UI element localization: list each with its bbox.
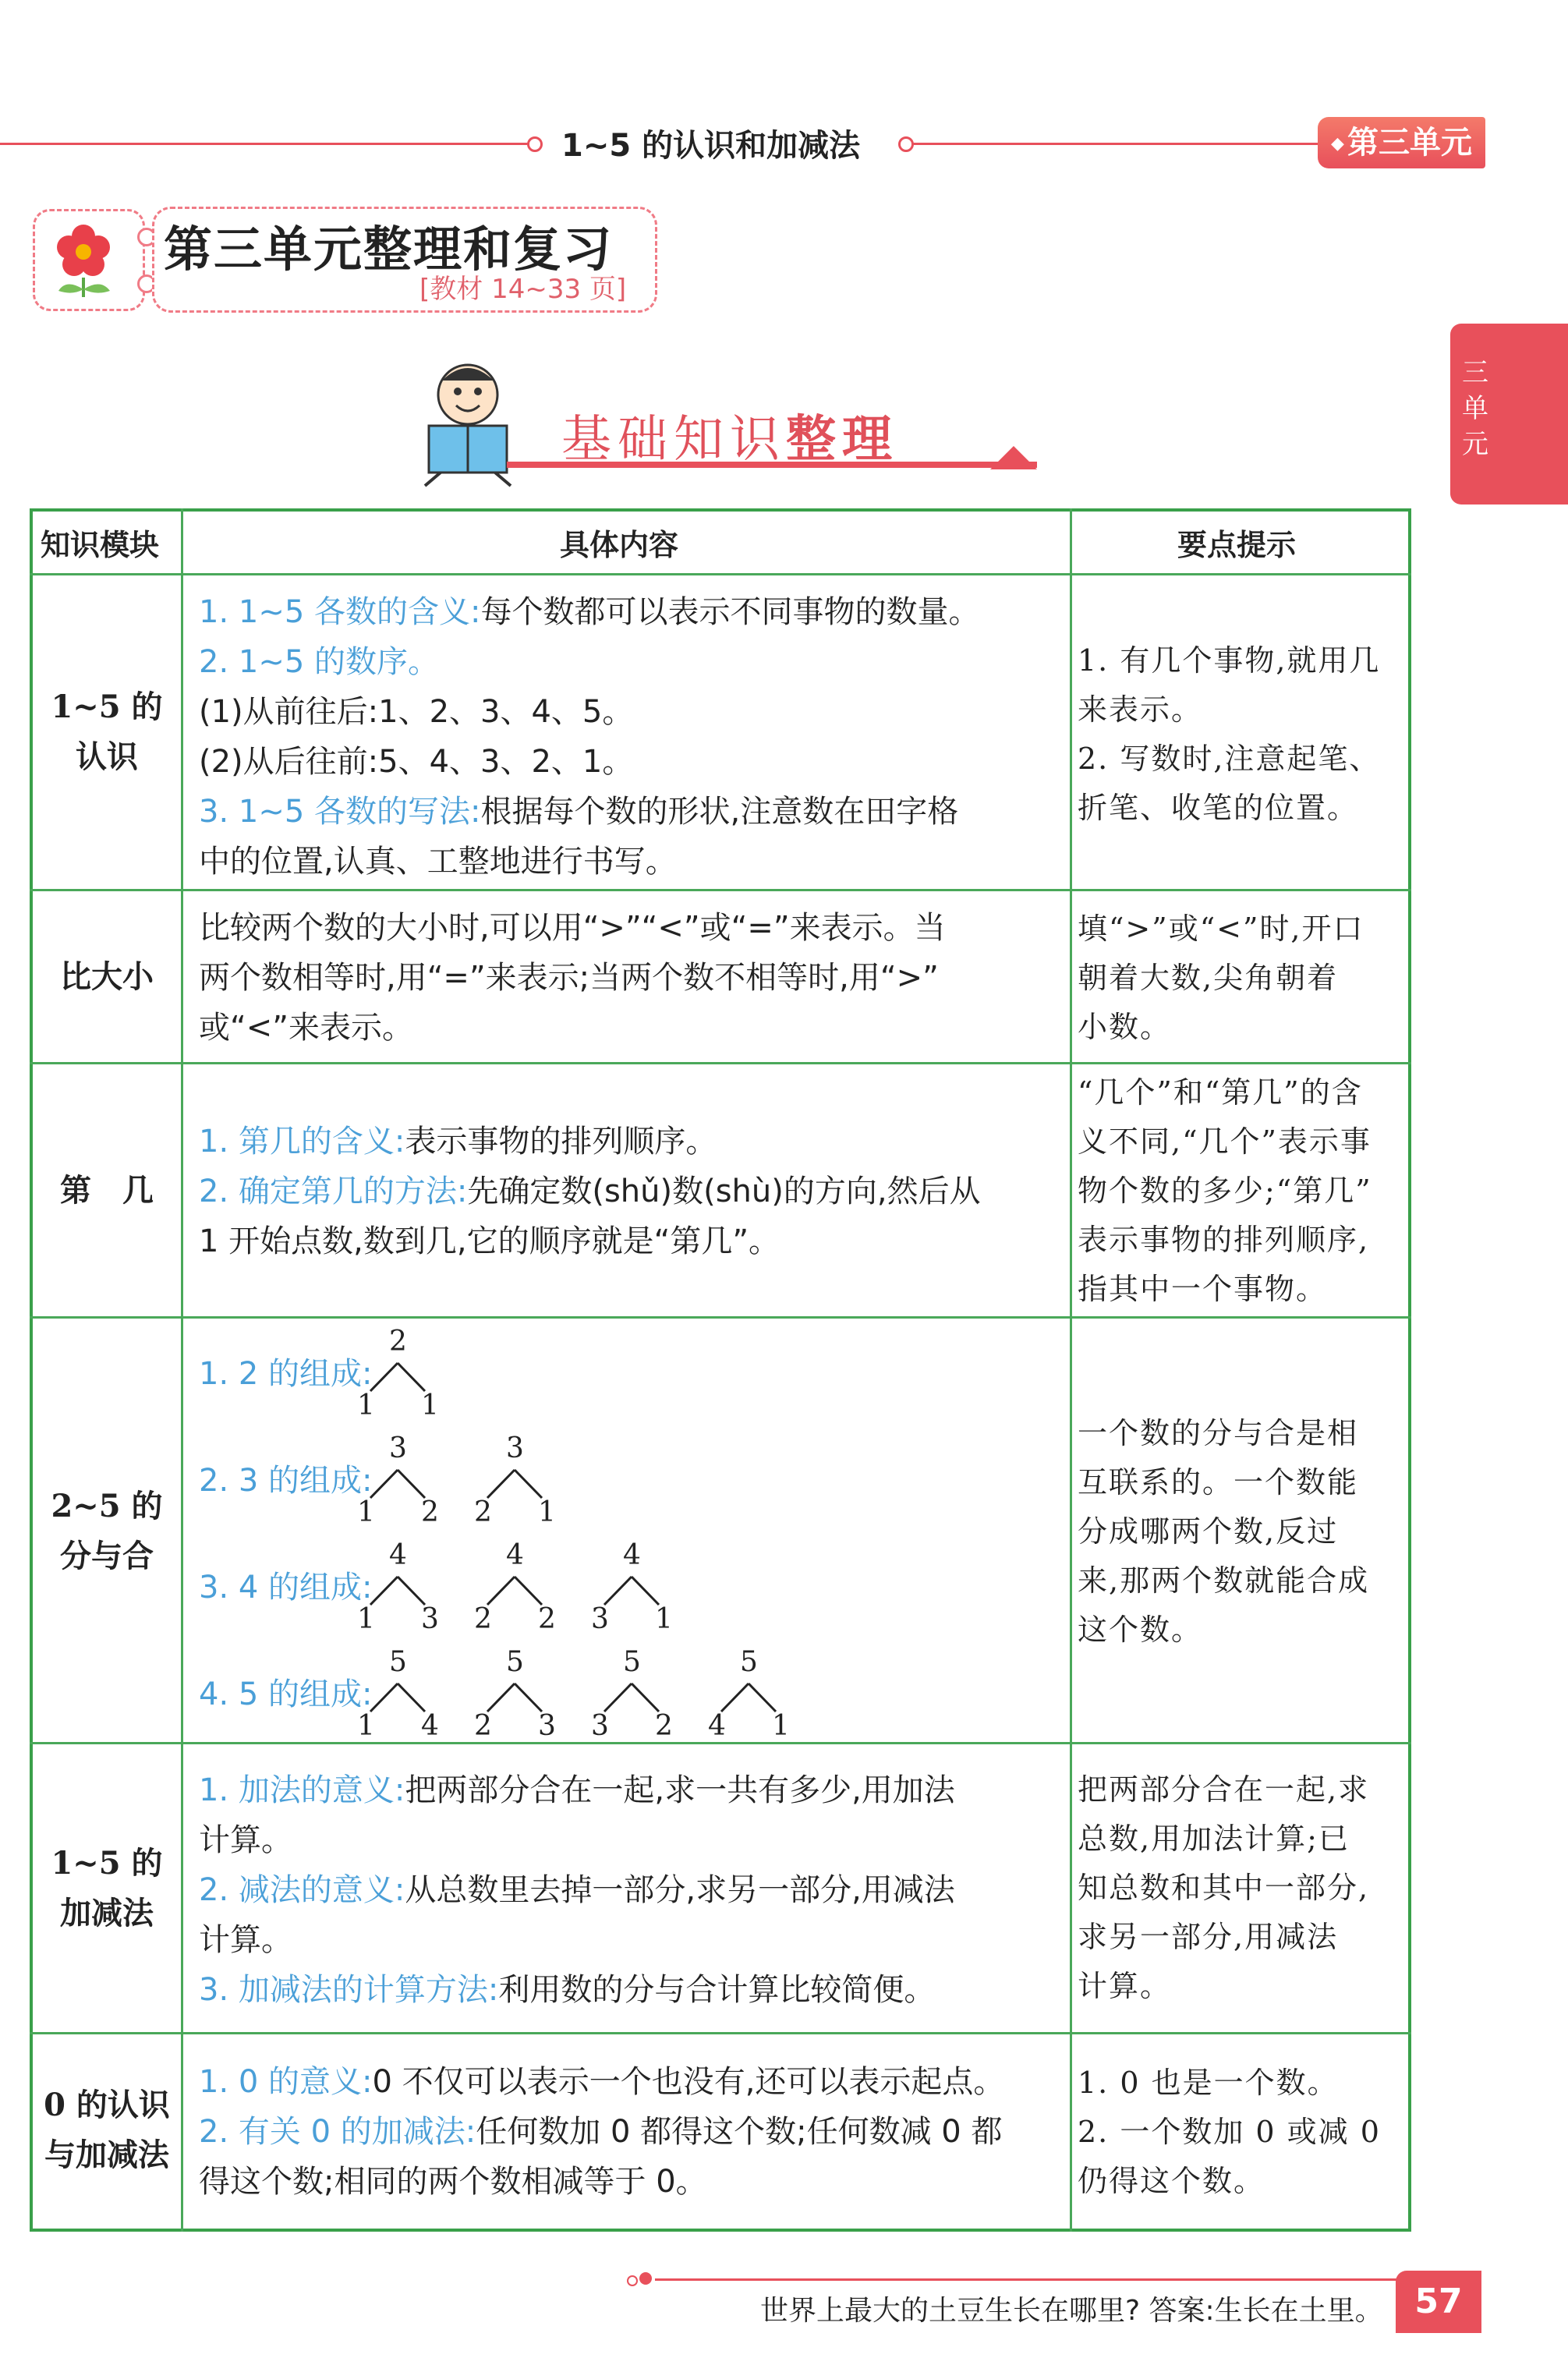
content-line: [199, 590, 979, 634]
module-cell: [33, 1482, 181, 1581]
content-key: 2. 1~5 的数序。: [199, 644, 440, 680]
decomp-total: 2: [389, 1326, 407, 1358]
tip-cell: [1078, 1068, 1403, 1314]
banner-part1: 基础知识: [561, 411, 786, 469]
decomp-label: 1. 2 的组成:: [199, 1356, 373, 1392]
section-title: 第三单元整理和复习: [164, 221, 614, 278]
decomp-total: 4: [623, 1539, 641, 1571]
decomp-part: 3: [591, 1603, 609, 1635]
content-line: [199, 2110, 1002, 2154]
chapter-title: 1~5 的认识和加减法: [561, 128, 861, 164]
tip-line: 这个数。: [1078, 1613, 1203, 1647]
decomp-part: 3: [421, 1603, 439, 1635]
decomp-part: 3: [591, 1710, 609, 1742]
content-key: 3. 加减法的计算方法:: [199, 1972, 499, 2008]
decomp-part: 1: [655, 1603, 673, 1635]
tip-line: 折笔、收笔的位置。: [1078, 791, 1359, 825]
tip-line: 求另一部分,用减法: [1078, 1920, 1339, 1954]
content-text: 把两部分合在一起,求一共有多少,用加法: [405, 1772, 955, 1808]
decomp-part: 1: [357, 1496, 375, 1528]
header-dot-right: [898, 136, 914, 152]
module-line: 加减法: [60, 1895, 154, 1931]
content-line: [199, 1868, 955, 1912]
decomp-part: 2: [421, 1496, 439, 1528]
tip-line: 计算。: [1078, 1969, 1172, 2003]
module-line: 比大小: [60, 958, 154, 995]
decomp-total: 5: [623, 1646, 641, 1678]
footer-dot: [627, 2275, 638, 2286]
tip-cell: [1078, 1409, 1403, 1655]
table-divider: [30, 1742, 1411, 1744]
section-subtitle: [教材 14~33 页]: [419, 274, 627, 305]
content-line: [199, 1220, 780, 1263]
content-key: 1. 1~5 各数的含义:: [199, 594, 481, 630]
content-text: (1)从前往后:1、2、3、4、5。: [199, 694, 634, 730]
content-text: 从总数里去掉一部分,求另一部分,用减法: [405, 1872, 955, 1908]
side-unit-label: [1460, 355, 1491, 462]
content-key: 1. 第几的含义:: [199, 1124, 405, 1159]
tip-line: 互联系的。一个数能: [1078, 1465, 1359, 1499]
module-line: 2~5 的: [51, 1488, 163, 1524]
tip-line: 1. 有几个事物,就用几: [1078, 643, 1381, 678]
tip-line: 小数。: [1078, 1010, 1172, 1044]
content-text: (2)从后往前:5、4、3、2、1。: [199, 744, 634, 780]
page-number: 57: [1396, 2271, 1481, 2333]
tip-line: 2. 一个数加 0 或减 0: [1078, 2115, 1381, 2149]
tip-line: 把两部分合在一起,求: [1078, 1772, 1370, 1807]
banner-arrow-icon: [990, 441, 1045, 473]
module-cell: [33, 1839, 181, 1938]
decomp-label: 4. 5 的组成:: [199, 1676, 373, 1712]
module-line: 1~5 的: [51, 689, 163, 725]
module-cell: [33, 1166, 181, 1216]
table-divider: [30, 573, 1411, 575]
tip-line: 表示事物的排列顺序,: [1078, 1223, 1370, 1257]
module-line: 第 几: [60, 1172, 154, 1209]
content-line: [199, 840, 677, 883]
content-text: 根据每个数的形状,注意数在田字格: [480, 794, 959, 830]
header-content: 具体内容: [560, 528, 679, 562]
content-line: [199, 640, 439, 684]
tip-line: 来表示。: [1078, 692, 1203, 727]
content-key: 1. 0 的意义:: [199, 2064, 373, 2100]
decomp-part: 1: [772, 1710, 790, 1742]
decomp-total: 4: [389, 1539, 407, 1571]
decomp-total: 5: [506, 1646, 524, 1678]
side-char: 三: [1462, 357, 1488, 388]
decomp-part: 1: [357, 1603, 375, 1635]
content-key: 3. 1~5 各数的写法:: [199, 794, 481, 830]
tip-cell: [1078, 2059, 1403, 2206]
table-divider-col1: [181, 508, 183, 2232]
tip-line: 2. 写数时,注意起笔、: [1078, 742, 1381, 776]
content-text: 每个数都可以表示不同事物的数量。: [480, 594, 980, 630]
decomp-total: 4: [506, 1539, 524, 1571]
tip-line: 填“>”或“<”时,开口: [1078, 912, 1364, 946]
tip-line: 指其中一个事物。: [1078, 1272, 1328, 1306]
unit-tab-label: 第三单元: [1347, 125, 1472, 161]
header-module: 知识模块: [41, 528, 160, 562]
tip-line: 分成哪两个数,反过: [1078, 1514, 1339, 1549]
decomp-part: 2: [474, 1603, 492, 1635]
content-line: [199, 1968, 935, 2012]
content-key: 2. 有关 0 的加减法:: [199, 2114, 476, 2150]
content-line: [199, 690, 633, 734]
content-line: [199, 1768, 955, 1812]
tip-line: 知总数和其中一部分,: [1078, 1871, 1370, 1905]
tip-line: 总数,用加法计算;已: [1078, 1822, 1350, 1856]
module-cell: [33, 2080, 181, 2180]
tip-line: 1. 0 也是一个数。: [1078, 2066, 1339, 2100]
module-cell: [33, 952, 181, 1002]
content-line: [199, 740, 633, 784]
header-dot-left: [527, 136, 543, 152]
table-divider: [30, 889, 1411, 891]
content-text: 0 不仅可以表示一个也没有,还可以表示起点。: [372, 2064, 1005, 2100]
header-rule-left: [0, 143, 538, 145]
tip-line: 来,那两个数就能合成: [1078, 1563, 1370, 1598]
module-line: 分与合: [60, 1538, 154, 1574]
module-line: 认识: [76, 738, 138, 775]
decomp-total: 3: [506, 1432, 524, 1464]
reading-boy-icon: [409, 357, 526, 490]
content-text: 表示事物的排列顺序。: [405, 1124, 717, 1159]
tip-line: 义不同,“几个”表示事: [1078, 1124, 1372, 1159]
table-divider-col2: [1070, 508, 1072, 2232]
content-text: 得这个数;相同的两个数相减等于 0。: [199, 2164, 707, 2200]
decomp-total: 3: [389, 1432, 407, 1464]
decomp-total: 5: [740, 1646, 758, 1678]
content-text: 任何数加 0 都得这个数;任何数减 0 都: [476, 2114, 1003, 2150]
footer-dot: [639, 2272, 652, 2285]
content-text: 计算。: [199, 1822, 292, 1858]
content-text: 或“<”来表示。: [199, 1010, 413, 1046]
content-line: [199, 1120, 717, 1163]
content-text: 利用数的分与合计算比较简便。: [498, 1972, 936, 2008]
content-text: 比较两个数的大小时,可以用“>”“<”或“=”来表示。当: [199, 910, 946, 946]
side-char: 单: [1462, 393, 1488, 424]
tip-cell: [1078, 905, 1403, 1052]
decomp-label: 3. 4 的组成:: [199, 1570, 373, 1606]
table-divider: [30, 2032, 1411, 2034]
decomp-part: 2: [655, 1710, 673, 1742]
content-text: 先确定数(shǔ)数(shù)的方向,然后从: [467, 1174, 981, 1209]
decomp-part: 1: [357, 1390, 375, 1421]
tip-line: 朝着大数,尖角朝着: [1078, 961, 1339, 995]
decomp-part: 1: [538, 1496, 556, 1528]
content-key: 1. 加法的意义:: [199, 1772, 405, 1808]
content-text: 中的位置,认真、工整地进行书写。: [199, 844, 677, 880]
module-line: 与加减法: [44, 2137, 169, 2173]
unit-tab: [1318, 117, 1485, 168]
decomp-total: 5: [389, 1646, 407, 1678]
footer-rule: [655, 2278, 1450, 2281]
content-line: [199, 1818, 292, 1862]
table-divider: [30, 1316, 1411, 1319]
module-line: 0 的认识: [44, 2087, 170, 2123]
footer-riddle: 世界上最大的土豆生长在哪里? 答案:生长在土里。: [760, 2295, 1383, 2327]
module-line: 1~5 的: [51, 1845, 163, 1882]
content-line: [199, 956, 939, 1000]
decomp-part: 1: [421, 1390, 439, 1421]
tip-cell: [1078, 1765, 1403, 2011]
module-cell: [33, 682, 181, 782]
content-text: 两个数相等时,用“=”来表示;当两个数不相等时,用“>”: [199, 960, 939, 996]
flower-badge: [33, 209, 145, 311]
content-line: [199, 906, 946, 950]
banner-part2: 整理: [786, 411, 898, 469]
table-divider: [30, 1062, 1411, 1064]
chevron-icon: ◆: [1331, 134, 1344, 154]
side-char: 元: [1462, 429, 1488, 460]
content-text: 计算。: [199, 1922, 292, 1958]
decomp-part: 3: [538, 1710, 556, 1742]
header-rule-right: [912, 143, 1326, 145]
content-line: [199, 2060, 1004, 2104]
header-tips: 要点提示: [1177, 528, 1297, 562]
decomp-part: 2: [538, 1603, 556, 1635]
decomp-label: 2. 3 的组成:: [199, 1463, 373, 1499]
decomp-part: 1: [357, 1710, 375, 1742]
decomp-part: 4: [708, 1710, 726, 1742]
content-line: [199, 2160, 707, 2204]
tip-line: 仍得这个数。: [1078, 2164, 1265, 2198]
content-line: [199, 1006, 413, 1050]
content-line: [199, 1918, 292, 1962]
tip-line: 物个数的多少;“第几”: [1078, 1174, 1372, 1208]
tip-line: “几个”和“第几”的含: [1078, 1075, 1363, 1110]
content-text: 1 开始点数,数到几,它的顺序就是“第几”。: [199, 1223, 780, 1259]
content-line: [199, 790, 958, 834]
tip-cell: [1078, 636, 1403, 833]
tip-line: 一个数的分与合是相: [1078, 1416, 1359, 1450]
banner-title: [561, 399, 898, 471]
decomp-part: 2: [474, 1710, 492, 1742]
decomp-part: 2: [474, 1496, 492, 1528]
content-line: [199, 1170, 981, 1213]
content-key: 2. 确定第几的方法:: [199, 1174, 468, 1209]
decomp-part: 4: [421, 1710, 439, 1742]
flower-icon: [35, 211, 143, 309]
content-key: 2. 减法的意义:: [199, 1872, 405, 1908]
